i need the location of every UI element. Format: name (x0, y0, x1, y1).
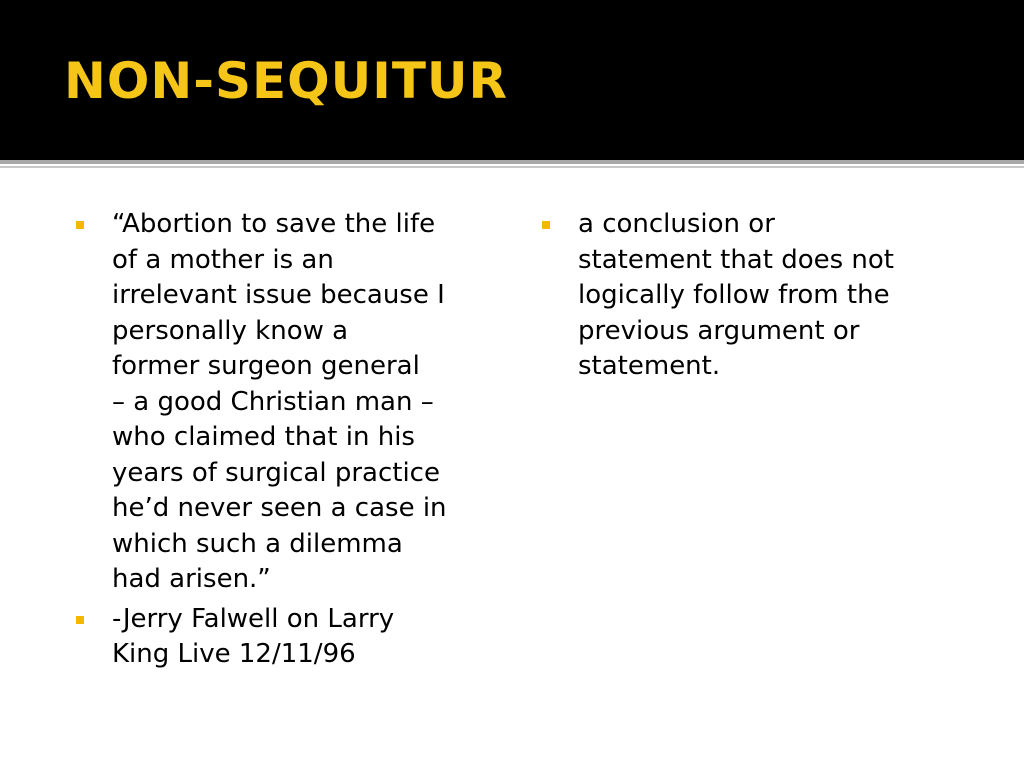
bullet-line: -Jerry Falwell on Larry (112, 603, 395, 634)
bullet-line: he’d never seen a case in (112, 493, 447, 523)
header-divider-thin (0, 166, 1024, 168)
bullet-line: statement that does not (578, 244, 894, 275)
bullet-line: of a mother is an (112, 244, 334, 275)
bullet-line: King Live 12/11/96 (112, 639, 356, 669)
right-column (540, 207, 970, 389)
left-bullet-list (74, 207, 504, 673)
bullet-line: previous argument or (578, 315, 860, 346)
title-bar (0, 0, 1024, 160)
header-divider (0, 160, 1024, 164)
bullet-line: which such a dilemma (112, 528, 403, 559)
bullet-line: logically follow from the (578, 280, 890, 310)
left-column (74, 207, 504, 677)
bullet-line: former surgeon general (112, 351, 420, 381)
quote-bullet (74, 207, 504, 598)
bullet-line: statement. (578, 351, 721, 381)
bullet-line: years of surgical practice (112, 457, 440, 488)
bullet-line: irrelevant issue because I (112, 280, 445, 310)
bullet-line: who claimed that in his (112, 422, 415, 452)
right-bullet-list (540, 207, 970, 385)
square-bullet-icon (542, 221, 550, 229)
slide-title: NON-SEQUITUR (64, 52, 509, 110)
square-bullet-icon (76, 616, 84, 624)
bullet-line: had arisen.” (112, 564, 271, 594)
bullet-line: “Abortion to save the life (112, 209, 436, 239)
bullet-line: a conclusion or (578, 209, 775, 239)
square-bullet-icon (76, 221, 84, 229)
bullet-line: personally know a (112, 315, 349, 346)
bullet-line: – a good Christian man – (112, 386, 434, 417)
attribution-bullet (74, 602, 504, 673)
definition-bullet (540, 207, 970, 385)
